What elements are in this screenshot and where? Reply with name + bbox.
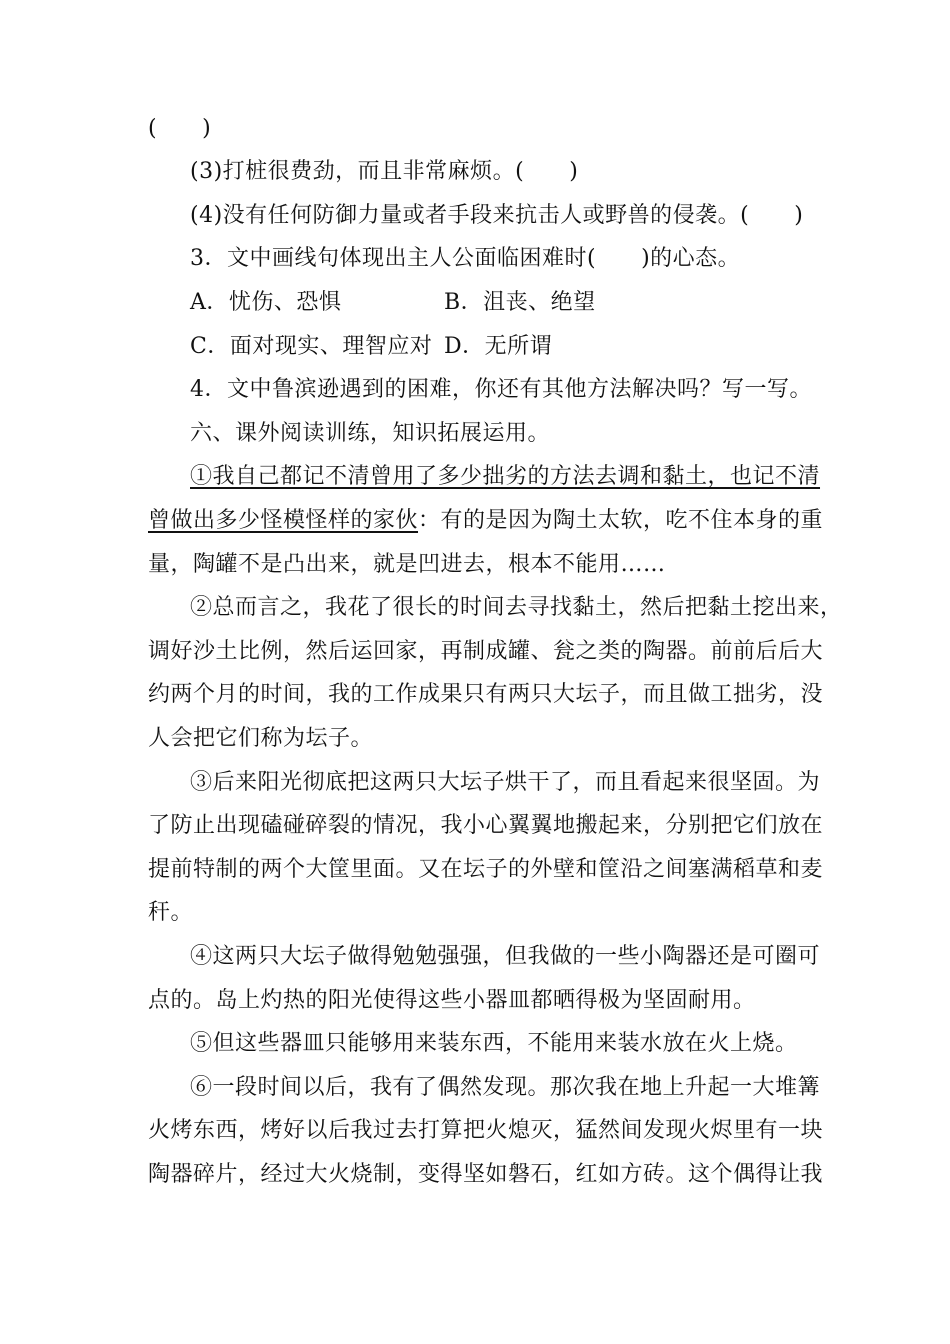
paragraph-5-line-1: ⑤但这些器皿只能够用来装东西，不能用来装水放在火上烧。: [190, 1031, 798, 1056]
paragraph-3-line-3: 提前特制的两个大筐里面。又在坛子的外壁和筐沿之间塞满稻草和麦: [148, 857, 824, 882]
question-4: 4．文中鲁滨逊遇到的困难，你还有其他方法解决吗？写一写。: [190, 377, 812, 402]
paragraph-6-line-1: ⑥一段时间以后，我有了偶然发现。那次我在地上升起一大堆篝: [190, 1075, 821, 1100]
paragraph-4-line-2: 点的。岛上灼热的阳光使得这些小器皿都晒得极为坚固耐用。: [148, 988, 756, 1013]
paragraph-2-line-1: ②总而言之，我花了很长的时间去寻找黏土，然后把黏土挖出来，: [190, 595, 843, 620]
option-b: B．沮丧、绝望: [444, 290, 596, 315]
paragraph-6-line-2: 火烤东西，烤好以后我过去打算把火熄灭，猛然间发现火烬里有一块: [148, 1118, 824, 1143]
paragraph-1-line-3: 量，陶罐不是凸出来，就是凹进去，根本不能用……: [148, 552, 666, 577]
paragraph-4-line-1: ④这两只大坛子做得勉勉强强，但我做的一些小陶器还是可圈可: [190, 944, 821, 969]
option-c: C．面对现实、理智应对: [190, 334, 433, 359]
paragraph-2-line-3: 约两个月的时间，我的工作成果只有两只大坛子，而且做工拙劣，没: [148, 682, 824, 707]
question-3: 3．文中画线句体现出主人公面临困难时( )的心态。: [190, 246, 741, 271]
answer-blank-line: ( ): [148, 116, 212, 141]
paragraph-1-line-2: [148, 506, 823, 536]
paragraph-1-line-2-rest: ：有的是因为陶土太软，吃不住本身的重: [418, 508, 824, 533]
paragraph-6-line-3: 陶器碎片，经过大火烧制，变得坚如磐石，红如方砖。这个偶得让我: [148, 1162, 824, 1187]
question-item-3: (3)打桩很费劲，而且非常麻烦。( ): [190, 159, 579, 184]
option-d: D．无所谓: [444, 334, 553, 359]
section-heading: 六、课外阅读训练，知识拓展运用。: [190, 421, 551, 446]
paragraph-2-line-4: 人会把它们称为坛子。: [148, 726, 374, 751]
paragraph-3-line-1: ③后来阳光彻底把这两只大坛子烘干了，而且看起来很坚固。为: [190, 770, 821, 795]
paragraph-2-line-2: 调好沙土比例，然后运回家，再制成罐、瓮之类的陶器。前前后后大: [148, 639, 824, 664]
paragraph-1-underlined-line-1: ①我自己都记不清曾用了多少拙劣的方法去调和黏土，也记不清: [190, 464, 821, 489]
paragraph-1-underlined-line-2: 曾做出多少怪模怪样的家伙: [148, 508, 419, 533]
paragraph-3-line-4: 秆。: [148, 900, 194, 925]
paragraph-3-line-2: 了防止出现磕碰碎裂的情况，我小心翼翼地搬起来，分别把它们放在: [148, 813, 824, 838]
option-a: A．忧伤、恐惧: [190, 290, 342, 315]
question-item-4: (4)没有任何防御力量或者手段来抗击人或野兽的侵袭。( ): [190, 203, 804, 228]
